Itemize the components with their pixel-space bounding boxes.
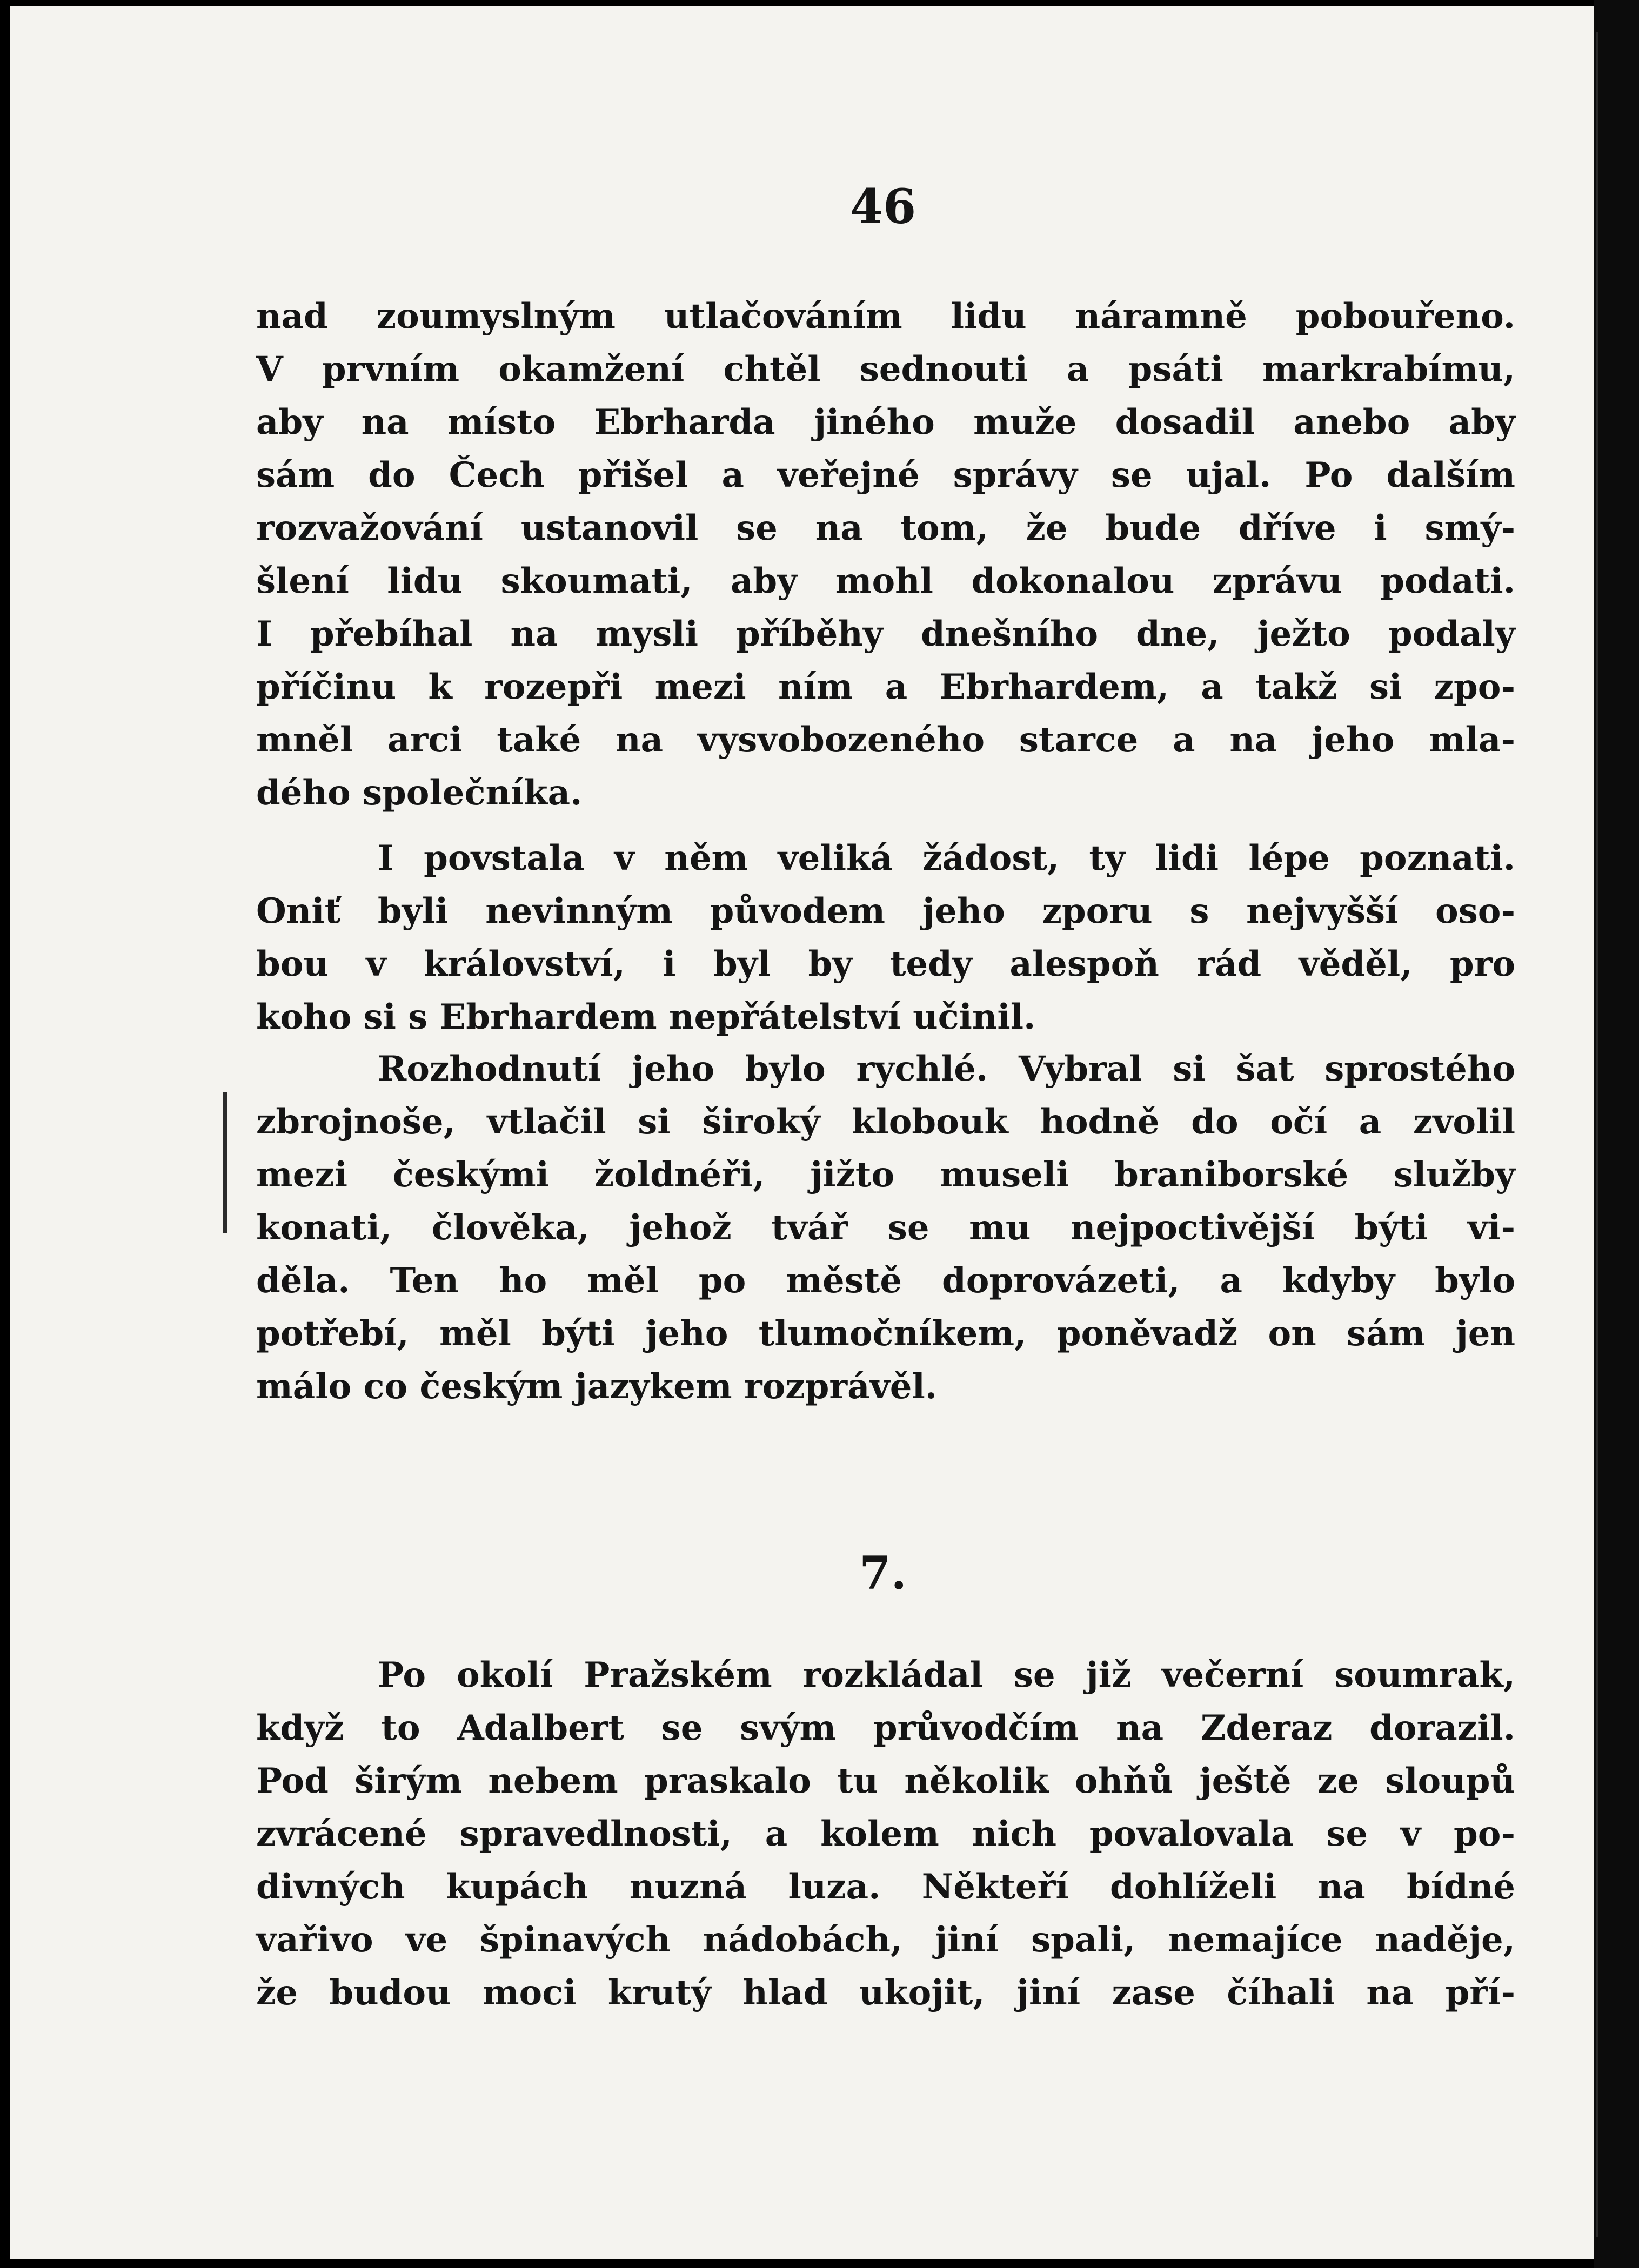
text-line: Pod širým nebem praskalo tu několik ohňů ještě ze sloupů bbox=[256, 1761, 1515, 1801]
page-edge-line bbox=[1596, 32, 1598, 2237]
text-line: že budou moci krutý hlad ukojit, jiní zase číhali na pří- bbox=[256, 1972, 1515, 2013]
margin-pencil-mark bbox=[223, 1092, 227, 1233]
text-line: šlení lidu skoumati, aby mohl dokonalou zprávu podati. bbox=[256, 561, 1515, 601]
text-line: aby na místo Ebrharda jiného muže dosadil anebo aby bbox=[256, 402, 1515, 442]
text-line: dého společníka. bbox=[256, 773, 583, 813]
text-line: příčinu k rozepři mezi ním a Ebrhardem, a takž si zpo- bbox=[256, 667, 1515, 707]
text-line: konati, člověka, jehož tvář se mu nejpoctivější býti vi- bbox=[256, 1207, 1515, 1248]
text-line: mezi českými žoldnéři, jižto museli braniborské služby bbox=[256, 1155, 1515, 1195]
text-line: málo co českým jazykem rozprávěl. bbox=[256, 1366, 938, 1407]
page-number: 46 bbox=[849, 178, 916, 234]
text-line: V prvním okamžení chtěl sednouti a psáti markrabímu, bbox=[256, 349, 1515, 390]
text-line: bou v království, i byl by tedy alespoň rád věděl, pro bbox=[256, 944, 1515, 984]
paragraph-1 bbox=[256, 290, 1515, 820]
text-line: mněl arci také na vysvobozeného starce a na jeho mla- bbox=[256, 720, 1515, 760]
text-line: zvrácené spravedlnosti, a kolem nich povalovala se v po- bbox=[256, 1814, 1515, 1854]
text-line: zbrojnoše, vtlačil si široký klobouk hodně do očí a zvolil bbox=[256, 1102, 1515, 1142]
paragraph-3 bbox=[256, 1043, 1515, 1413]
text-line: rozvažování ustanovil se na tom, že bude dříve i smý- bbox=[256, 508, 1515, 548]
chapter-paragraph bbox=[256, 1649, 1515, 2019]
text-line: potřebí, měl býti jeho tlumočníkem, poněvadž on sám jen bbox=[256, 1313, 1515, 1354]
text-line: nad zoumyslným utlačováním lidu náramně pobouřeno. bbox=[256, 296, 1515, 337]
text-line: sám do Čech přišel a veřejné správy se ujal. Po dalším bbox=[256, 455, 1515, 495]
text-line: I povstala v něm veliká žádost, ty lidi lépe poznati. bbox=[378, 838, 1515, 878]
text-line: koho si s Ebrhardem nepřátelství učinil. bbox=[256, 997, 1036, 1037]
text-line: když to Adalbert se svým průvodčím na Zderaz dorazil. bbox=[256, 1708, 1515, 1748]
scan-dark-border bbox=[1594, 0, 1639, 2268]
text-line: děla. Ten ho měl po městě doprovázeti, a kdyby bylo bbox=[256, 1260, 1515, 1301]
text-line: I přebíhal na mysli příběhy dnešního dne, ježto podaly bbox=[256, 614, 1515, 654]
text-line: divných kupách nuzná luza. Někteří dohlíželi na bídné bbox=[256, 1867, 1515, 1907]
text-line: vařivo ve špinavých nádobách, jiní spali, nemajíce naděje, bbox=[256, 1920, 1515, 1960]
chapter-heading: 7. bbox=[859, 1546, 907, 1600]
paragraph-2 bbox=[256, 832, 1515, 1044]
text-line: Rozhodnutí jeho bylo rychlé. Vybral si šat sprostého bbox=[378, 1049, 1515, 1089]
text-line: Po okolí Pražském rozkládal se již večerní soumrak, bbox=[378, 1655, 1515, 1695]
text-line: Oniť byli nevinným původem jeho zporu s nejvyšší oso- bbox=[256, 891, 1515, 931]
book-page bbox=[10, 6, 1594, 2259]
